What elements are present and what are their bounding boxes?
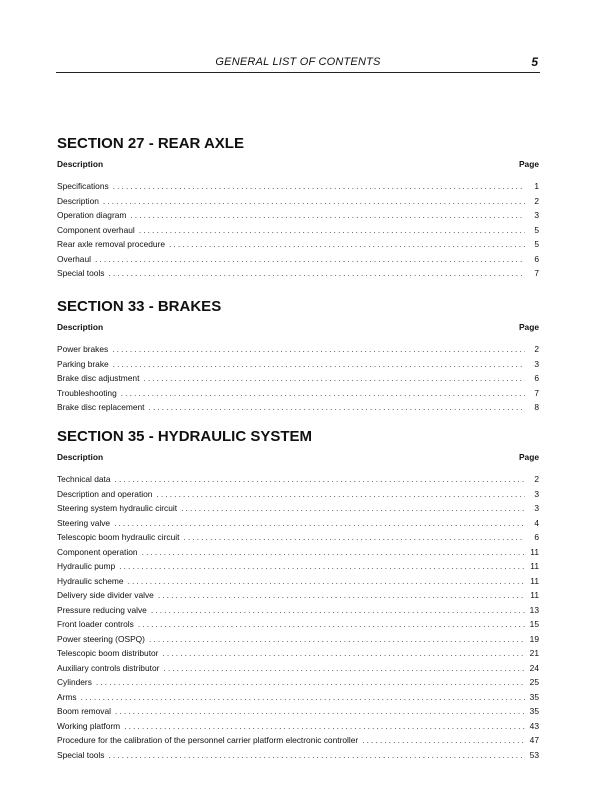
page-header — [56, 54, 540, 73]
entry-label: Overhaul — [57, 253, 91, 264]
toc-entry — [57, 661, 539, 676]
entry-label: Parking brake — [57, 358, 109, 369]
entry-label: Working platform — [57, 720, 121, 731]
toc-entry — [57, 733, 539, 748]
toc-entry — [57, 748, 539, 763]
entry-page-number: 5 — [534, 224, 539, 235]
entry-page-number: 7 — [534, 268, 539, 278]
entry-label: Special tools — [57, 268, 105, 278]
toc-entry — [57, 386, 539, 401]
dot-leader — [130, 208, 525, 223]
toc-entry — [57, 266, 539, 281]
dot-leader — [124, 719, 525, 734]
entry-page-number: 3 — [534, 503, 539, 513]
entry-page-number: 24 — [529, 662, 539, 673]
entry-label: Telescopic boom hydraulic circuit — [57, 532, 180, 542]
entry-page-number: 3 — [534, 358, 539, 369]
entry-label: Auxiliary controls distributor — [57, 662, 160, 673]
dot-leader — [115, 472, 525, 487]
toc-entry — [57, 487, 539, 502]
description-column-header: Description — [57, 322, 104, 332]
toc-entry — [57, 545, 539, 560]
entry-page-number: 15 — [529, 619, 539, 629]
entry-label: Power brakes — [57, 344, 109, 354]
toc-entry — [57, 530, 539, 545]
toc-entry — [57, 690, 539, 705]
entry-label: Brake disc replacement — [57, 402, 145, 412]
entry-page-number: 47 — [529, 735, 539, 745]
page-column-header: Page — [518, 159, 539, 169]
column-headers — [57, 159, 539, 169]
entry-label: Steering system hydraulic circuit — [57, 503, 178, 513]
entry-label: Hydraulic pump — [57, 561, 116, 571]
dot-leader — [143, 371, 525, 386]
entry-page-number: 4 — [534, 517, 539, 528]
toc-entry — [57, 252, 539, 267]
entry-page-number: 5 — [534, 239, 539, 249]
dot-leader — [183, 530, 525, 545]
section-title: SECTION 27 - REAR AXLE — [57, 135, 244, 152]
toc-entry — [57, 646, 539, 661]
dot-leader — [156, 487, 525, 502]
description-column-header: Description — [57, 159, 104, 169]
toc-entry — [57, 342, 539, 357]
entry-page-number: 2 — [534, 344, 539, 354]
entry-page-number: 8 — [534, 402, 539, 412]
entry-page-number: 11 — [530, 590, 539, 600]
entry-label: Operation diagram — [57, 210, 127, 220]
dot-leader — [109, 266, 526, 281]
dot-leader — [139, 223, 525, 238]
dot-leader — [96, 675, 525, 690]
entry-label: Power steering (OSPQ) — [57, 633, 145, 644]
dot-leader — [115, 704, 525, 719]
section-title: SECTION 33 - BRAKES — [57, 298, 222, 315]
dot-leader — [362, 733, 525, 748]
entry-list — [57, 342, 539, 415]
toc-entry — [57, 704, 539, 719]
toc-entry — [57, 675, 539, 690]
dot-leader — [119, 559, 525, 574]
toc-entry — [57, 516, 539, 531]
dot-leader — [103, 194, 525, 209]
page-column-header: Page — [518, 452, 539, 462]
dot-leader — [151, 603, 525, 618]
entry-label: Specifications — [57, 181, 109, 191]
entry-page-number: 1 — [534, 181, 539, 191]
description-column-header: Description — [57, 452, 104, 462]
toc-entry — [57, 559, 539, 574]
toc-entry — [57, 400, 539, 415]
dot-leader — [163, 661, 525, 676]
entry-label: Special tools — [57, 749, 105, 760]
dot-leader — [95, 252, 525, 267]
toc-entry — [57, 617, 539, 632]
entry-label: Procedure for the calibration of the personnel carrier platform electronic controller — [57, 735, 359, 745]
entry-page-number: 2 — [534, 474, 539, 484]
toc-entry — [57, 632, 539, 647]
toc-entry — [57, 208, 539, 223]
entry-label: Brake disc adjustment — [57, 373, 140, 383]
toc-entry — [57, 371, 539, 386]
entry-page-number: 21 — [529, 648, 539, 658]
entry-page-number: 35 — [529, 691, 539, 702]
toc-entry — [57, 588, 539, 603]
toc-entry — [57, 357, 539, 372]
dot-leader — [113, 179, 525, 194]
entry-label: Component overhaul — [57, 224, 135, 235]
toc-entry — [57, 223, 539, 238]
dot-leader — [121, 386, 525, 401]
column-headers — [57, 322, 539, 332]
dot-leader — [109, 748, 526, 763]
entry-page-number: 6 — [534, 373, 539, 383]
entry-page-number: 25 — [529, 677, 539, 687]
dot-leader — [181, 501, 525, 516]
dot-leader — [114, 516, 525, 531]
dot-leader — [158, 588, 525, 603]
toc-entry — [57, 179, 539, 194]
entry-page-number: 19 — [529, 633, 539, 644]
toc-entry — [57, 237, 539, 252]
dot-leader — [112, 342, 525, 357]
entry-label: Description — [57, 195, 99, 206]
entry-label: Delivery side divider valve — [57, 590, 154, 600]
entry-label: Rear axle removal procedure — [57, 239, 165, 249]
entry-label: Steering valve — [57, 517, 111, 528]
entry-label: Troubleshooting — [57, 387, 117, 398]
section-brakes — [57, 298, 539, 415]
entry-label: Arms — [57, 691, 77, 702]
entry-label: Front loader controls — [57, 619, 134, 629]
entry-page-number: 13 — [529, 604, 539, 615]
entry-page-number: 7 — [534, 387, 539, 398]
entry-page-number: 3 — [534, 210, 539, 220]
section-rear-axle — [57, 135, 539, 281]
entry-page-number: 6 — [534, 532, 539, 542]
entry-label: Hydraulic scheme — [57, 575, 124, 586]
entry-page-number: 53 — [529, 749, 539, 760]
entry-label: Cylinders — [57, 677, 92, 687]
page-column-header: Page — [518, 322, 539, 332]
toc-entry — [57, 472, 539, 487]
entry-label: Telescopic boom distributor — [57, 648, 159, 658]
dot-leader — [162, 646, 525, 661]
entry-page-number: 6 — [534, 253, 539, 264]
dot-leader — [128, 574, 525, 589]
header-title: GENERAL LIST OF CONTENTS — [215, 56, 381, 68]
entry-page-number: 11 — [530, 561, 539, 571]
toc-entry — [57, 574, 539, 589]
entry-list — [57, 179, 539, 281]
entry-page-number: 11 — [530, 575, 539, 586]
section-hydraulic-system — [57, 428, 539, 762]
dot-leader — [169, 237, 525, 252]
entry-label: Description and operation — [57, 488, 153, 499]
dot-leader — [149, 400, 525, 415]
dot-leader — [113, 357, 525, 372]
dot-leader — [138, 617, 525, 632]
dot-leader — [149, 632, 525, 647]
entry-page-number: 11 — [530, 546, 539, 557]
header-page-number: 5 — [531, 55, 538, 69]
entry-list — [57, 472, 539, 762]
toc-entry — [57, 603, 539, 618]
entry-page-number: 43 — [529, 720, 539, 731]
dot-leader — [81, 690, 525, 705]
entry-label: Boom removal — [57, 706, 111, 716]
toc-entry — [57, 719, 539, 734]
section-title: SECTION 35 - HYDRAULIC SYSTEM — [57, 428, 313, 445]
toc-entry — [57, 194, 539, 209]
entry-page-number: 3 — [534, 488, 539, 499]
toc-entry — [57, 501, 539, 516]
dot-leader — [142, 545, 525, 560]
entry-page-number: 35 — [529, 706, 539, 716]
entry-label: Component operation — [57, 546, 138, 557]
column-headers — [57, 452, 539, 462]
entry-label: Pressure reducing valve — [57, 604, 147, 615]
entry-page-number: 2 — [534, 195, 539, 206]
entry-label: Technical data — [57, 474, 111, 484]
